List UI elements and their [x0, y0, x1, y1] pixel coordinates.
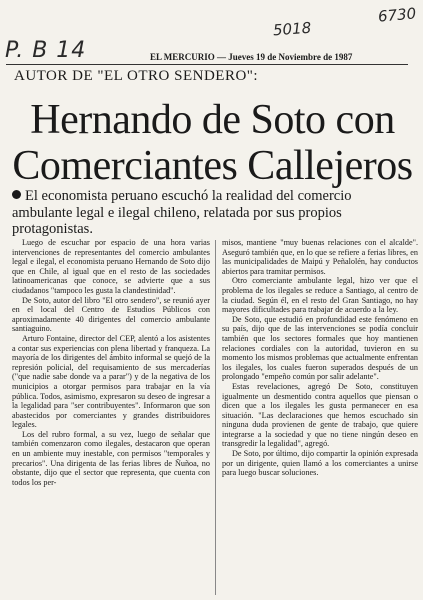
masthead-dateline: EL MERCURIO — Jueves 19 de Noviembre de 1987: [150, 52, 353, 62]
paragraph: Estas revelaciones, agregó De Soto, constituyen igualmente un desmentido contra aquellos que piensan o dicen que a los ilegales les gusta permanecer en esa situación. "Las declaraciones que hemos escuchado sin ninguna duda provienen de gente de trabajo, que quiere integrarse a la sociedad y que no tiene ningún deseo en transgredir la legalidad", agregó.: [222, 381, 418, 449]
paragraph: Arturo Fontaine, director del CEP, alentó a los asistentes a contar sus experiencias con plena libertad y franqueza. La mayoría de los dirigentes del ámbito informal se quejó de la represión policial, del requisamiento de sus mercaderías ("que nadie sabe donde va a parar") y de la negativa de los municipios a otorgar permisos para trabajar en la vía pública. Todos, asimismo, expresaron su deseo de ingresar a la legalidad para "ser contribuyentes". Informaron que son abastecidos por comerciantes y grandes distribuidores legales.: [12, 333, 210, 430]
paragraph: De Soto, por último, dijo compartir la opinión expresada por un dirigente, quien llamó a los comerciantes a unirse para luego buscar soluciones.: [222, 449, 418, 478]
article-column-2: [222, 238, 418, 478]
paragraph: De Soto, autor del libro "El otro sendero", se reunió ayer en el local del Centro de Estudios Públicos con aproximadamente 40 dirigentes del comercio ambulante santiaguino.: [12, 295, 210, 334]
paragraph: De Soto, que estudió en profundidad este fenómeno en su país, dijo que de las intervenciones se podía concluir también que los sectores formales que hoy mantienen relaciones cordiales con la autoridad, tuvieron en su momento los mismos problemas que actualmente enfrentan los ilegales, los cuales fueron superados después de un prolongado "empeño común por salir adelante".: [222, 314, 418, 382]
column-divider: [215, 240, 216, 595]
paragraph: Luego de escuchar por espacio de una hora varias intervenciones de representantes del comercio ambulantes legal e ilegal, el economista peruano Hernando de Soto dijo que en Chile, al igual que en el resto de las sociedades latinoamericanas que conoce, se advierte que a sus ciudadanos "tampoco les gusta la clandestinidad".: [12, 238, 210, 295]
masthead-rule: [6, 64, 408, 65]
headline-line-1: Hernando de Soto con: [30, 97, 395, 143]
bullet-icon: [12, 190, 21, 199]
paragraph: Los del rubro formal, a su vez, luego de señalar que también comenzaron como ilegales, destacaron que operan en un ambiente muy inestable, con permisos "temporales y precarios". Una dirigenta de las ferias libres de Ñuñoa, no obstante, dijo que el sector que representa, que cuenta con todos los per-: [12, 429, 210, 487]
handwritten-number: 6730: [377, 4, 417, 26]
subheadline: [12, 188, 412, 238]
paragraph: Otro comerciante ambulante legal, hizo ver que el problema de los ilegales se reduce a Santiago, al centro de la ciudad. Según él, en el resto del Gran Santiago, no hay mayores dificultades para trabajar de acuerdo a la ley.: [222, 276, 418, 315]
handwritten-page-ref: P. B 14: [5, 38, 87, 63]
headline-line-2: Comerciantes Callejeros: [12, 143, 413, 189]
kicker: AUTOR DE "EL OTRO SENDERO":: [14, 68, 259, 84]
subheadline-text: El economista peruano escuchó la realidad del comercio ambulante legal e ilegal chileno, relatada por sus propios protagonistas.: [12, 188, 352, 237]
paragraph: misos, mantiene "muy buenas relaciones con el alcalde". Aseguró también que, en lo que se refiere a ferias libres, en las municipalidades de Maipú y Peñalolén, hay conductos abiertos para tramitar permisos.: [222, 238, 418, 276]
article-column-1: [12, 238, 210, 487]
handwritten-code: 5018: [272, 18, 312, 40]
